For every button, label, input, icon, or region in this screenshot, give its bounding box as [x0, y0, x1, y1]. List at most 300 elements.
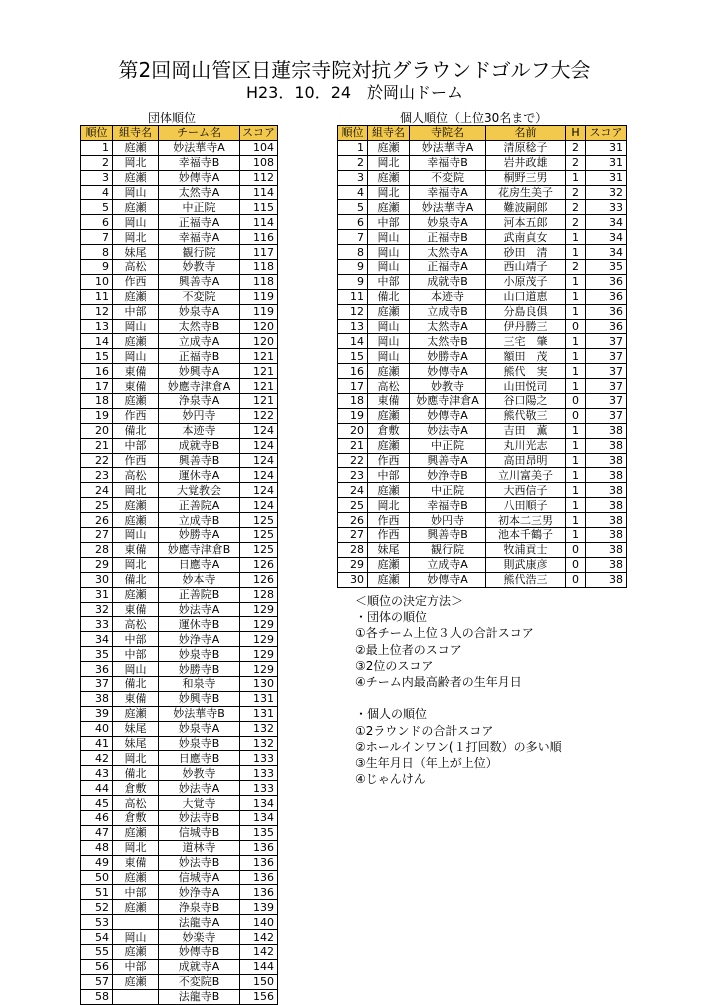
- district-cell: 高松: [113, 617, 159, 632]
- district-cell: 東備: [113, 602, 159, 617]
- player-name-cell: 池本千鶴子: [486, 528, 566, 543]
- rank-cell: 48: [81, 840, 113, 855]
- team-name-cell: 妙本寺: [159, 572, 240, 587]
- rank-cell: 22: [338, 453, 368, 468]
- rank-cell: 49: [81, 855, 113, 870]
- score-cell: 115: [240, 200, 278, 215]
- team-name-cell: 妙勝寺A: [159, 528, 240, 543]
- hole-in-one-cell: 1: [566, 379, 586, 394]
- temple-name-cell: 幸福寺B: [410, 498, 486, 513]
- district-cell: 庭瀬: [368, 557, 410, 572]
- score-cell: 124: [240, 468, 278, 483]
- district-cell: 庭瀬: [113, 140, 159, 155]
- district-cell: 岡山: [113, 662, 159, 677]
- rank-cell: 25: [338, 498, 368, 513]
- team-name-cell: 幸福寺A: [159, 230, 240, 245]
- rank-cell: 9: [338, 274, 368, 289]
- team-name-cell: 立成寺A: [159, 334, 240, 349]
- rank-cell: 6: [81, 215, 113, 230]
- table-row: [338, 498, 627, 513]
- table-row: [81, 602, 278, 617]
- temple-name-cell: 成就寺B: [410, 274, 486, 289]
- player-name-cell: 山田悦司: [486, 379, 566, 394]
- table-row: [81, 394, 278, 409]
- score-cell: 121: [240, 364, 278, 379]
- hole-in-one-cell: 1: [566, 528, 586, 543]
- table-row: [81, 170, 278, 185]
- table-row: [81, 721, 278, 736]
- table-row: [81, 513, 278, 528]
- table-row: [338, 215, 627, 230]
- team-name-cell: 妙泉寺A: [159, 721, 240, 736]
- district-cell: 庭瀬: [113, 974, 159, 989]
- rank-cell: 44: [81, 781, 113, 796]
- table-row: [81, 989, 278, 1004]
- team-name-cell: 立成寺B: [159, 513, 240, 528]
- rank-cell: 28: [338, 542, 368, 557]
- rank-cell: 40: [81, 721, 113, 736]
- column-header: スコア: [240, 126, 278, 141]
- score-cell: 131: [240, 706, 278, 721]
- district-cell: 岡北: [113, 155, 159, 170]
- rank-cell: 20: [81, 423, 113, 438]
- team-name-cell: 妙勝寺B: [159, 662, 240, 677]
- hole-in-one-cell: 2: [566, 185, 586, 200]
- rank-cell: 18: [338, 394, 368, 409]
- score-cell: 38: [586, 468, 627, 483]
- score-cell: 114: [240, 185, 278, 200]
- score-cell: 125: [240, 513, 278, 528]
- hole-in-one-cell: 1: [566, 423, 586, 438]
- rank-cell: 21: [338, 438, 368, 453]
- score-cell: 35: [586, 260, 627, 275]
- hole-in-one-cell: 1: [566, 438, 586, 453]
- column-header: 順位: [81, 126, 113, 141]
- score-cell: 134: [240, 796, 278, 811]
- rank-cell: 3: [81, 170, 113, 185]
- player-name-cell: 谷口陽之: [486, 394, 566, 409]
- rank-cell: 12: [338, 304, 368, 319]
- table-row: [81, 885, 278, 900]
- rank-cell: 51: [81, 885, 113, 900]
- column-header: 順位: [338, 126, 368, 141]
- team-name-cell: 和泉寺: [159, 676, 240, 691]
- table-row: [338, 453, 627, 468]
- district-cell: 岡北: [113, 230, 159, 245]
- team-name-cell: 妙法華寺A: [159, 140, 240, 155]
- rank-cell: 54: [81, 930, 113, 945]
- score-cell: 32: [586, 185, 627, 200]
- district-cell: 庭瀬: [113, 513, 159, 528]
- player-name-cell: 砂田 清: [486, 245, 566, 260]
- district-cell: 東備: [113, 364, 159, 379]
- rank-cell: 11: [338, 289, 368, 304]
- rank-cell: 10: [81, 274, 113, 289]
- team-name-cell: 妙教寺: [159, 766, 240, 781]
- temple-name-cell: 妙勝寺A: [410, 349, 486, 364]
- rank-cell: 4: [338, 185, 368, 200]
- temple-name-cell: 妙泉寺A: [410, 215, 486, 230]
- score-cell: 38: [586, 483, 627, 498]
- district-cell: 備北: [368, 289, 410, 304]
- score-cell: 124: [240, 498, 278, 513]
- district-cell: 妹尾: [368, 542, 410, 557]
- team-name-cell: 妙泉寺B: [159, 736, 240, 751]
- score-cell: 33: [586, 200, 627, 215]
- team-name-cell: 妙泉寺B: [159, 647, 240, 662]
- team-name-cell: 妙法寺A: [159, 781, 240, 796]
- district-cell: 岡山: [113, 349, 159, 364]
- rank-cell: 34: [81, 632, 113, 647]
- method-line: ①2ラウンドの合計スコア: [355, 723, 494, 738]
- table-row: [81, 825, 278, 840]
- score-cell: 118: [240, 260, 278, 275]
- score-cell: 37: [586, 349, 627, 364]
- score-cell: 133: [240, 781, 278, 796]
- district-cell: 庭瀬: [113, 289, 159, 304]
- table-row: [81, 691, 278, 706]
- team-name-cell: 妙興寺B: [159, 691, 240, 706]
- district-cell: 高松: [113, 260, 159, 275]
- temple-name-cell: 太然寺A: [410, 319, 486, 334]
- table-row: [81, 855, 278, 870]
- table-row: [81, 930, 278, 945]
- column-header: スコア: [586, 126, 627, 141]
- rank-cell: 41: [81, 736, 113, 751]
- rank-cell: 2: [338, 155, 368, 170]
- team-name-cell: 妙浄寺A: [159, 885, 240, 900]
- district-cell: 庭瀬: [113, 498, 159, 513]
- table-row: [81, 736, 278, 751]
- team-name-cell: 成就寺A: [159, 959, 240, 974]
- district-cell: 庭瀬: [368, 304, 410, 319]
- district-cell: 備北: [113, 423, 159, 438]
- table-row: [81, 796, 278, 811]
- rank-cell: 42: [81, 751, 113, 766]
- player-name-cell: 熊代敬三: [486, 408, 566, 423]
- rank-cell: 23: [81, 468, 113, 483]
- score-cell: 126: [240, 572, 278, 587]
- table-row: [338, 140, 627, 155]
- district-cell: 中部: [113, 304, 159, 319]
- score-cell: 136: [240, 885, 278, 900]
- district-cell: 作西: [368, 513, 410, 528]
- player-name-cell: 岩井政雄: [486, 155, 566, 170]
- district-cell: 妹尾: [113, 721, 159, 736]
- rank-cell: 57: [81, 974, 113, 989]
- method-line: ・団体の順位: [355, 610, 428, 625]
- column-header: H: [566, 126, 586, 141]
- hole-in-one-cell: 1: [566, 349, 586, 364]
- table-row: [338, 155, 627, 170]
- district-cell: 岡北: [113, 557, 159, 572]
- rank-cell: 17: [81, 379, 113, 394]
- team-name-cell: 本迹寺: [159, 423, 240, 438]
- rank-cell: 1: [338, 140, 368, 155]
- score-cell: 38: [586, 453, 627, 468]
- rank-cell: 46: [81, 810, 113, 825]
- score-cell: 124: [240, 453, 278, 468]
- table-row: [338, 185, 627, 200]
- team-name-cell: 妙應寺津倉B: [159, 542, 240, 557]
- table-row: [81, 900, 278, 915]
- district-cell: 岡山: [113, 215, 159, 230]
- rank-cell: 27: [338, 528, 368, 543]
- hole-in-one-cell: 1: [566, 453, 586, 468]
- score-cell: 121: [240, 349, 278, 364]
- district-cell: 中部: [368, 274, 410, 289]
- district-cell: 妹尾: [113, 245, 159, 260]
- team-name-cell: 浄泉寺B: [159, 900, 240, 915]
- player-name-cell: 分島良俱: [486, 304, 566, 319]
- score-cell: 31: [586, 140, 627, 155]
- team-header-row: [81, 126, 278, 141]
- district-cell: 庭瀬: [113, 394, 159, 409]
- player-name-cell: 武南貞女: [486, 230, 566, 245]
- table-row: [338, 364, 627, 379]
- player-name-cell: 河本五郎: [486, 215, 566, 230]
- hole-in-one-cell: 2: [566, 200, 586, 215]
- district-cell: 備北: [113, 572, 159, 587]
- score-cell: 135: [240, 825, 278, 840]
- rank-cell: 6: [338, 215, 368, 230]
- table-row: [338, 468, 627, 483]
- temple-name-cell: 妙傳寺A: [410, 408, 486, 423]
- district-cell: 岡山: [113, 930, 159, 945]
- score-cell: 120: [240, 319, 278, 334]
- table-row: [338, 304, 627, 319]
- player-name-cell: 牧浦貢士: [486, 542, 566, 557]
- temple-name-cell: 幸福寺A: [410, 185, 486, 200]
- team-name-cell: 妙泉寺A: [159, 304, 240, 319]
- district-cell: 庭瀬: [368, 408, 410, 423]
- table-row: [338, 274, 627, 289]
- method-line: [355, 690, 562, 706]
- table-row: [81, 810, 278, 825]
- team-name-cell: 妙法寺A: [159, 602, 240, 617]
- player-name-cell: 八田順子: [486, 498, 566, 513]
- table-row: [81, 260, 278, 275]
- player-name-cell: 清原稔子: [486, 140, 566, 155]
- rank-cell: 19: [338, 408, 368, 423]
- rank-cell: 23: [338, 468, 368, 483]
- district-cell: 作西: [113, 453, 159, 468]
- score-cell: 36: [586, 304, 627, 319]
- hole-in-one-cell: 0: [566, 557, 586, 572]
- temple-name-cell: 太然寺B: [410, 334, 486, 349]
- player-name-cell: 三宅 肇: [486, 334, 566, 349]
- rank-cell: 1: [81, 140, 113, 155]
- team-name-cell: 妙傳寺A: [159, 170, 240, 185]
- district-cell: 岡山: [113, 319, 159, 334]
- score-cell: 37: [586, 408, 627, 423]
- hole-in-one-cell: 1: [566, 334, 586, 349]
- rank-cell: 3: [338, 170, 368, 185]
- score-cell: 37: [586, 379, 627, 394]
- score-cell: 119: [240, 304, 278, 319]
- hole-in-one-cell: 0: [566, 542, 586, 557]
- district-cell: 高松: [368, 379, 410, 394]
- district-cell: 庭瀬: [368, 483, 410, 498]
- table-row: [338, 245, 627, 260]
- score-cell: 38: [586, 557, 627, 572]
- score-cell: 136: [240, 855, 278, 870]
- score-cell: 126: [240, 557, 278, 572]
- team-name-cell: 正善院A: [159, 498, 240, 513]
- score-cell: 112: [240, 170, 278, 185]
- table-row: [81, 676, 278, 691]
- column-header: チーム名: [159, 126, 240, 141]
- district-cell: 作西: [113, 408, 159, 423]
- page-title: 第2回岡山管区日蓮宗寺院対抗グラウンドゴルフ大会: [118, 58, 591, 82]
- rank-cell: 32: [81, 602, 113, 617]
- rank-cell: 17: [338, 379, 368, 394]
- table-row: [81, 438, 278, 453]
- team-name-cell: 妙円寺: [159, 408, 240, 423]
- table-row: [81, 453, 278, 468]
- table-row: [338, 528, 627, 543]
- rank-cell: 38: [81, 691, 113, 706]
- table-row: [81, 364, 278, 379]
- district-cell: 高松: [113, 796, 159, 811]
- district-cell: 岡山: [368, 245, 410, 260]
- hole-in-one-cell: 0: [566, 572, 586, 587]
- score-cell: 36: [586, 289, 627, 304]
- ranking-method-notes: [355, 593, 562, 787]
- rank-cell: 43: [81, 766, 113, 781]
- method-line: ・個人の順位: [355, 707, 428, 722]
- hole-in-one-cell: 2: [566, 155, 586, 170]
- hole-in-one-cell: 1: [566, 274, 586, 289]
- team-name-cell: 大覚寺: [159, 796, 240, 811]
- rank-cell: 2: [81, 155, 113, 170]
- district-cell: 岡北: [113, 751, 159, 766]
- district-cell: 岡北: [368, 155, 410, 170]
- table-row: [81, 379, 278, 394]
- rank-cell: 24: [81, 483, 113, 498]
- district-cell: 高松: [113, 468, 159, 483]
- district-cell: 岡山: [368, 334, 410, 349]
- rank-cell: 16: [81, 364, 113, 379]
- rank-cell: 26: [338, 513, 368, 528]
- rank-cell: 21: [81, 438, 113, 453]
- district-cell: 庭瀬: [113, 870, 159, 885]
- team-name-cell: 浄泉寺A: [159, 394, 240, 409]
- hole-in-one-cell: 0: [566, 408, 586, 423]
- rank-cell: 7: [338, 230, 368, 245]
- score-cell: 38: [586, 528, 627, 543]
- team-name-cell: 妙興寺A: [159, 364, 240, 379]
- table-row: [338, 334, 627, 349]
- table-row: [81, 483, 278, 498]
- table-row: [338, 513, 627, 528]
- rank-cell: 58: [81, 989, 113, 1004]
- table-row: [81, 185, 278, 200]
- team-name-cell: 妙法寺B: [159, 855, 240, 870]
- temple-name-cell: 正福寺B: [410, 230, 486, 245]
- team-name-cell: 不変院B: [159, 974, 240, 989]
- team-name-cell: 信城寺B: [159, 825, 240, 840]
- hole-in-one-cell: 1: [566, 245, 586, 260]
- team-name-cell: 信城寺A: [159, 870, 240, 885]
- rank-cell: 5: [338, 200, 368, 215]
- temple-name-cell: 妙円寺: [410, 513, 486, 528]
- player-name-cell: 高田昂明: [486, 453, 566, 468]
- method-line: ③2位のスコア: [355, 658, 434, 673]
- team-name-cell: 正福寺A: [159, 215, 240, 230]
- method-line: ②最上位者のスコア: [355, 642, 462, 657]
- method-line: ④チーム内最高齢者の生年月日: [355, 674, 522, 689]
- table-row: [81, 215, 278, 230]
- rank-cell: 28: [81, 542, 113, 557]
- score-cell: 38: [586, 438, 627, 453]
- team-name-cell: 道林寺: [159, 840, 240, 855]
- team-name-cell: 妙傳寺B: [159, 944, 240, 959]
- table-row: [338, 289, 627, 304]
- district-cell: 作西: [113, 274, 159, 289]
- table-row: [81, 766, 278, 781]
- team-name-cell: 太然寺B: [159, 319, 240, 334]
- score-cell: 37: [586, 394, 627, 409]
- table-row: [81, 944, 278, 959]
- method-line: ＜順位の決定方法＞: [355, 594, 464, 608]
- district-cell: 庭瀬: [113, 587, 159, 602]
- player-name-cell: 立川富美子: [486, 468, 566, 483]
- district-cell: 中部: [368, 468, 410, 483]
- team-name-cell: 中正院: [159, 200, 240, 215]
- player-name-cell: 丸川光志: [486, 438, 566, 453]
- score-cell: 124: [240, 423, 278, 438]
- district-cell: 岡山: [368, 319, 410, 334]
- score-cell: 134: [240, 810, 278, 825]
- individual-ranking-caption: 個人順位（上位30名まで）: [400, 111, 548, 125]
- temple-name-cell: 妙傳寺A: [410, 572, 486, 587]
- rank-cell: 16: [338, 364, 368, 379]
- rank-cell: 24: [338, 483, 368, 498]
- rank-cell: 11: [81, 289, 113, 304]
- district-cell: 岡山: [368, 349, 410, 364]
- hole-in-one-cell: 1: [566, 513, 586, 528]
- score-cell: 31: [586, 170, 627, 185]
- score-cell: 36: [586, 319, 627, 334]
- rank-cell: 50: [81, 870, 113, 885]
- temple-name-cell: 妙浄寺B: [410, 468, 486, 483]
- district-cell: 岡山: [113, 185, 159, 200]
- temple-name-cell: 興善寺B: [410, 528, 486, 543]
- district-cell: 妹尾: [113, 736, 159, 751]
- score-cell: 108: [240, 155, 278, 170]
- rank-cell: 13: [338, 319, 368, 334]
- table-row: [81, 200, 278, 215]
- team-name-cell: 運休寺B: [159, 617, 240, 632]
- table-row: [81, 915, 278, 930]
- column-header: 組寺名: [368, 126, 410, 141]
- district-cell: 中部: [113, 438, 159, 453]
- score-cell: 129: [240, 602, 278, 617]
- team-name-cell: 法龍寺B: [159, 989, 240, 1004]
- district-cell: [113, 989, 159, 1004]
- score-cell: 38: [586, 513, 627, 528]
- temple-name-cell: 立成寺B: [410, 304, 486, 319]
- player-name-cell: 熊代浩三: [486, 572, 566, 587]
- team-name-cell: 不変院: [159, 289, 240, 304]
- temple-name-cell: 観行院: [410, 542, 486, 557]
- district-cell: 岡山: [113, 528, 159, 543]
- rank-cell: 20: [338, 423, 368, 438]
- rank-cell: 39: [81, 706, 113, 721]
- player-name-cell: 山口道恵: [486, 289, 566, 304]
- team-name-cell: 太然寺A: [159, 185, 240, 200]
